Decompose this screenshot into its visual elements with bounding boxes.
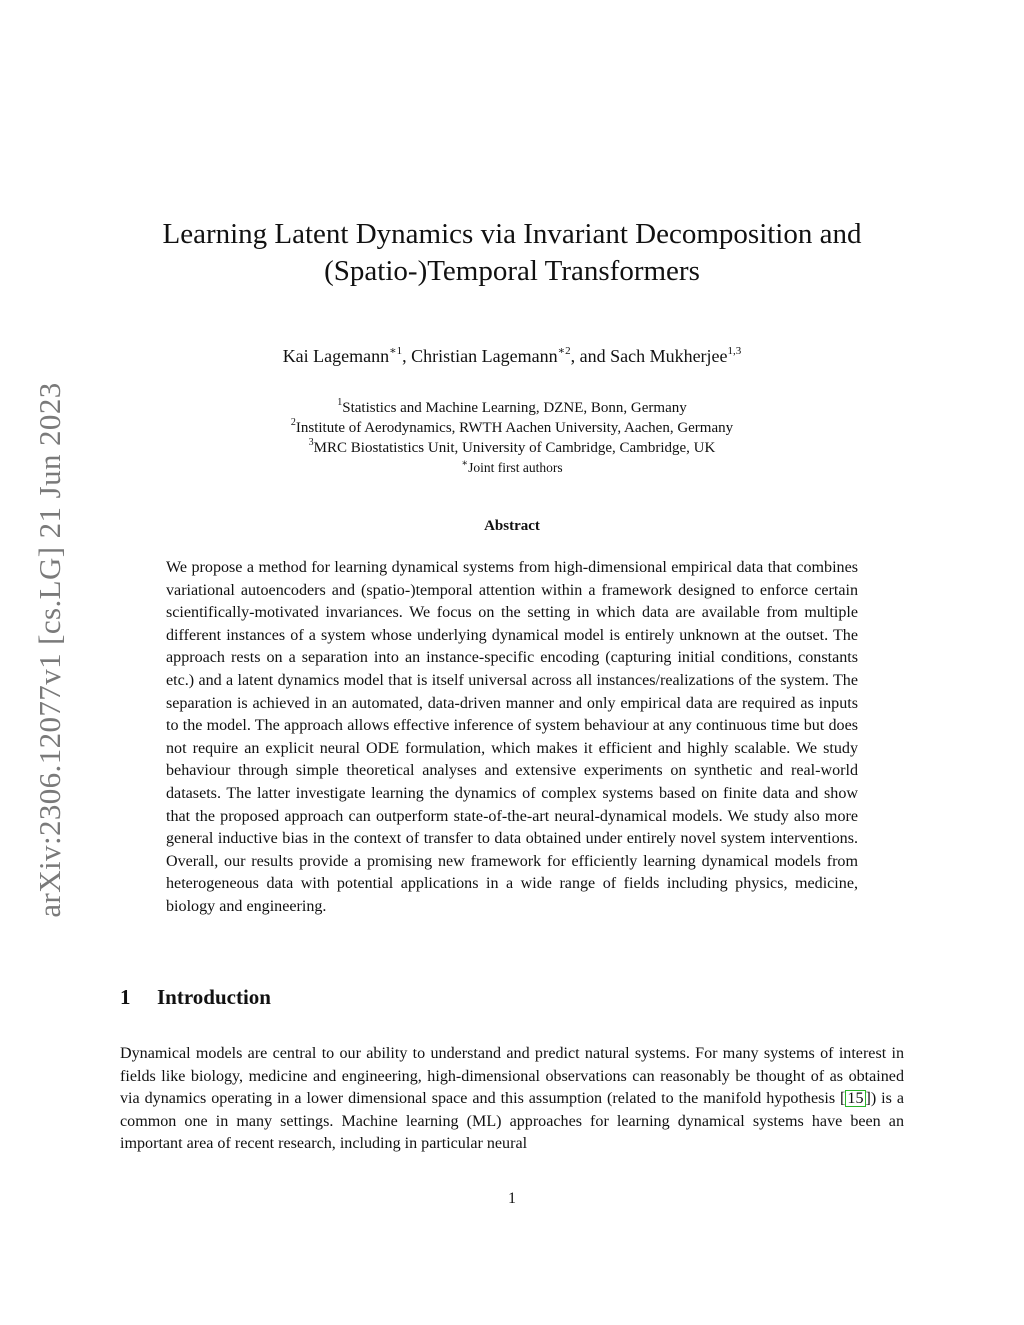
citation-link[interactable]: 15 (847, 1090, 864, 1108)
author-list (120, 343, 904, 369)
title-line-1: Learning Latent Dynamics via Invariant Decomposition and (162, 218, 862, 250)
affiliation-line (120, 398, 904, 418)
affiliation-line (120, 438, 904, 458)
affil-mark: 1 (337, 397, 343, 408)
joint-authors-note (120, 458, 904, 478)
intro-text-start: Dynamical models are central to our ability to understand and predict natural systems. For many systems of interest in fields like biology, medicine and engineering, high-dimensional observations can reasonably be thought of as obtained via dynamics operating in a lower dimensional space and this assumption (related to the manifold hypothesis (120, 1045, 904, 1108)
affil-mark: ∗ (461, 457, 469, 469)
section-heading (120, 985, 271, 1010)
abstract-body: We propose a method for learning dynamical systems from high-dimensional empirical data that combines variational autoencoders and (spatio-)temporal attention within a framework designed to enforce certain scientifically-motivated invariances. We focus on the setting in which data are available from multiple different instances of a system whose underlying dynamical model is entirely unknown at the outset. The approach rests on a separation into an instance-specific encoding (capturing initial conditions, constants etc.) and a latent dynamics model that is itself universal across all instances/realizations of the system. The separation is achieved in an automated, data-driven manner and only empirical data are required as inputs to the model. The approach allows effective inference of system behaviour at any continuous time but does not require an explicit neural ODE formulation, which makes it efficient and highly scalable. We study behaviour through simple theoretical analyses and extensive experiments on synthetic and real-world datasets. The latter investigate learning the dynamics of complex systems based on finite data and show that the proposed approach can outperform state-of-the-art neural-dynamical models. We study also more general inductive bias in the context of transfer to data obtained under entirely novel system interventions. Overall, our results provide a promising new framework for efficiently learning dynamical models from heterogeneous data with potential applications in a wide range of fields including physics, medicine, biology and engineering. (166, 559, 858, 915)
section-number: 1 (120, 985, 131, 1009)
affil-mark: 3 (308, 437, 314, 448)
title-line-2: (Spatio-)Temporal Transformers (324, 255, 700, 287)
affiliation-list (120, 398, 904, 478)
affiliation-text: MRC Biostatistics Unit, University of Cambridge, Cambridge, UK (313, 440, 716, 456)
affil-mark: 2 (290, 417, 296, 428)
arxiv-stamp: arXiv:2306.12077v1 [cs.LG] 21 Jun 2023 (32, 382, 67, 918)
citation-open-bracket: [ (840, 1090, 846, 1108)
intro-text-end: ) is a common one in many settings. Machine learning (ML) approaches for learning dynamical systems have been an important area of recent research, including in particular neural (120, 1090, 904, 1153)
abstract-heading: Abstract (484, 518, 540, 534)
author-separator: , and (570, 346, 611, 366)
affiliation-text: Joint first authors (468, 460, 563, 475)
page-number: 1 (508, 1190, 516, 1207)
author-affil-mark: 1,3 (727, 345, 742, 357)
author-name: Christian Lagemann (411, 346, 558, 366)
affiliation-text: Institute of Aerodynamics, RWTH Aachen University, Aachen, Germany (295, 420, 734, 436)
author-name: Sach Mukherjee (610, 346, 728, 366)
author-affil-mark: ∗1 (389, 345, 403, 357)
affiliation-text: Statistics and Machine Learning, DZNE, Bonn, Germany (342, 400, 687, 416)
affiliation-line (120, 418, 904, 438)
section-title: Introduction (157, 985, 271, 1009)
author-separator: , (402, 346, 412, 366)
author-affil-mark: ∗2 (557, 345, 571, 357)
citation-close-bracket: ] (865, 1090, 871, 1108)
intro-paragraph (120, 1043, 904, 1156)
paper-title (120, 216, 904, 290)
author-name: Kai Lagemann (282, 346, 390, 366)
